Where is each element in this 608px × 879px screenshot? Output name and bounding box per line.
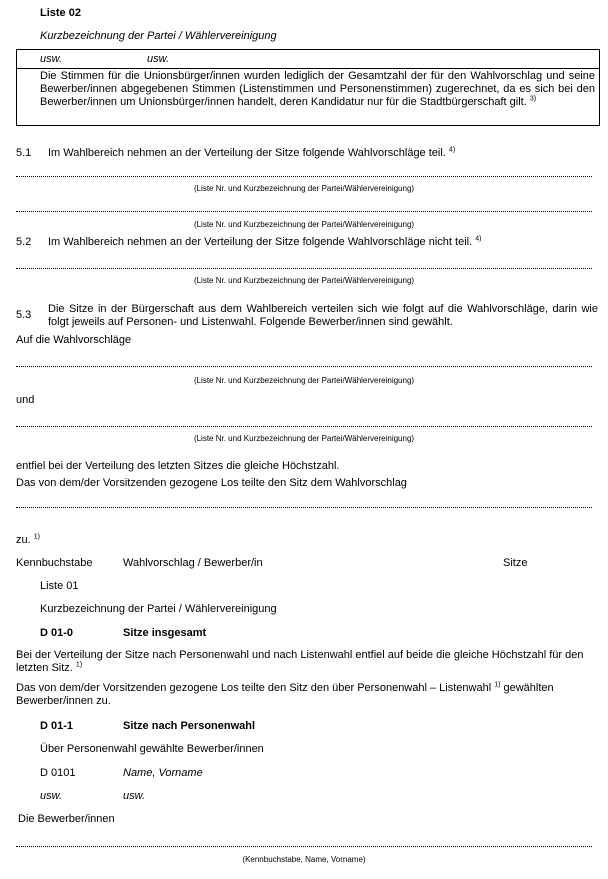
caption-list-2: (Liste Nr. und Kurzbezeichnung der Partei/Wählervereinigung) (193, 220, 415, 229)
fill-line-2[interactable] (16, 211, 592, 212)
personenwahl-tie-sup: 1) (75, 661, 83, 669)
col-sitze: Sitze (503, 557, 528, 569)
d01-0-label: Sitze insgesamt (123, 627, 207, 639)
section-5-2-label: Im Wahlbereich nehmen an der Verteilung der Sitze folgende Wahlvorschläge nicht teil. (48, 236, 473, 248)
personenwahl-tie (16, 649, 600, 675)
fill-line-5[interactable] (16, 426, 592, 427)
box-note-sup: 3) (529, 95, 537, 103)
personenwahl-tie-text: Bei der Verteilung der Sitze nach Personenwahl und nach Listenwahl entfiel auf beide die gleiche Höchstzahl für den letzten Sitz. (16, 649, 584, 674)
los-text: Das von dem/der Vorsitzenden gezogene Los teilte den Sitz dem Wahlvorschlag (16, 477, 407, 489)
section-5-2-number: 5.2 (16, 236, 32, 248)
caption-list-5: (Liste Nr. und Kurzbezeichnung der Partei/Wählervereinigung) (193, 434, 415, 443)
fill-line-4[interactable] (16, 366, 592, 367)
auf-label: Auf die Wahlvorschläge (16, 334, 132, 346)
section-5-2-sup: 4) (475, 235, 482, 243)
party-label-2: Kurzbezeichnung der Partei / Wählervereinigung (40, 603, 277, 615)
usw-row-a: usw. (40, 790, 63, 802)
caption-list-1: (Liste Nr. und Kurzbezeichnung der Partei/Wählervereinigung) (193, 184, 415, 193)
d0101-code: D 0101 (40, 767, 76, 779)
d01-0-code: D 01-0 (40, 627, 74, 639)
caption-list-4: (Liste Nr. und Kurzbezeichnung der Partei/Wählervereinigung) (193, 376, 415, 385)
d01-1-label: Sitze nach Personenwahl (123, 720, 256, 732)
ueber-label: Über Personenwahl gewählte Bewerber/innen (40, 743, 264, 755)
fill-line-3[interactable] (16, 268, 592, 269)
caption-name: (Kennbuchstabe, Name, Vorname) (242, 855, 366, 864)
usw-row-b: usw. (123, 790, 146, 802)
d0101-name: Name, Vorname (123, 767, 203, 779)
section-5-1-sup: 4) (448, 146, 456, 154)
los2-text (16, 682, 600, 708)
box-usw-2: usw. (147, 53, 170, 65)
box-usw-row (17, 50, 599, 69)
los2-b: gewählten Bewerber/innen zu. (16, 682, 554, 707)
box-usw-1: usw. (40, 53, 63, 65)
section-5-1-label: Im Wahlbereich nehmen an der Verteilung der Sitze folgende Wahlvorschläge teil. (48, 147, 446, 159)
zu-label: zu. (16, 534, 31, 546)
box-note-text: Die Stimmen für die Unionsbürger/innen wurden lediglich der Gesamtzahl der für den Wahlvorschlag und seine Bewerber/innen abgegebenen Stimmen (Listenstimmen und Personenstimmen) zugerechnet, da es sich bei den Bewerber/innen um Unionsbürger/innen handelt, deren Kandidatur nur für die Stadtbürgerschaft gilt. (40, 70, 595, 108)
fill-line-6[interactable] (16, 507, 592, 508)
los2-a: Das von dem/der Vorsitzenden gezogene Los teilte den Sitz den über Personenwahl – Listenwahl (16, 682, 492, 694)
party-label: Kurzbezeichnung der Partei / Wählervereinigung (40, 30, 277, 42)
entfiel-text: entfiel bei der Verteilung des letzten Sitzes die gleiche Höchstzahl. (16, 460, 340, 472)
section-5-1-text (48, 147, 455, 159)
fill-line-7[interactable] (16, 846, 592, 847)
col-wahlvorschlag: Wahlvorschlag / Bewerber/in (123, 557, 263, 569)
und-label: und (16, 394, 35, 406)
section-5-3-text: Die Sitze in der Bürgerschaft aus dem Wahlbereich verteilen sich wie folgt auf die Wahlvorschläge, darin wie folgt jeweils auf Personen- und Listenwahl. Folgende Bewerber/innen sind gewählt. (48, 303, 598, 328)
section-5-3-number: 5.3 (16, 309, 32, 321)
section-5-2-text (48, 236, 481, 248)
note-box (16, 49, 600, 126)
section-5-1-number: 5.1 (16, 147, 32, 159)
los2-sup: 1) (494, 681, 501, 689)
fill-line-1[interactable] (16, 176, 592, 177)
bewerber-label: Die Bewerber/innen (18, 813, 115, 825)
list-01: Liste 01 (40, 580, 79, 592)
col-kennbuchstabe: Kennbuchstabe (16, 557, 93, 569)
list-title: Liste 02 (40, 7, 81, 19)
d01-1-code: D 01-1 (40, 720, 74, 732)
zu-text (16, 534, 40, 546)
box-note (40, 70, 595, 109)
caption-list-3: (Liste Nr. und Kurzbezeichnung der Partei/Wählervereinigung) (193, 276, 415, 285)
zu-sup: 1) (33, 533, 40, 541)
